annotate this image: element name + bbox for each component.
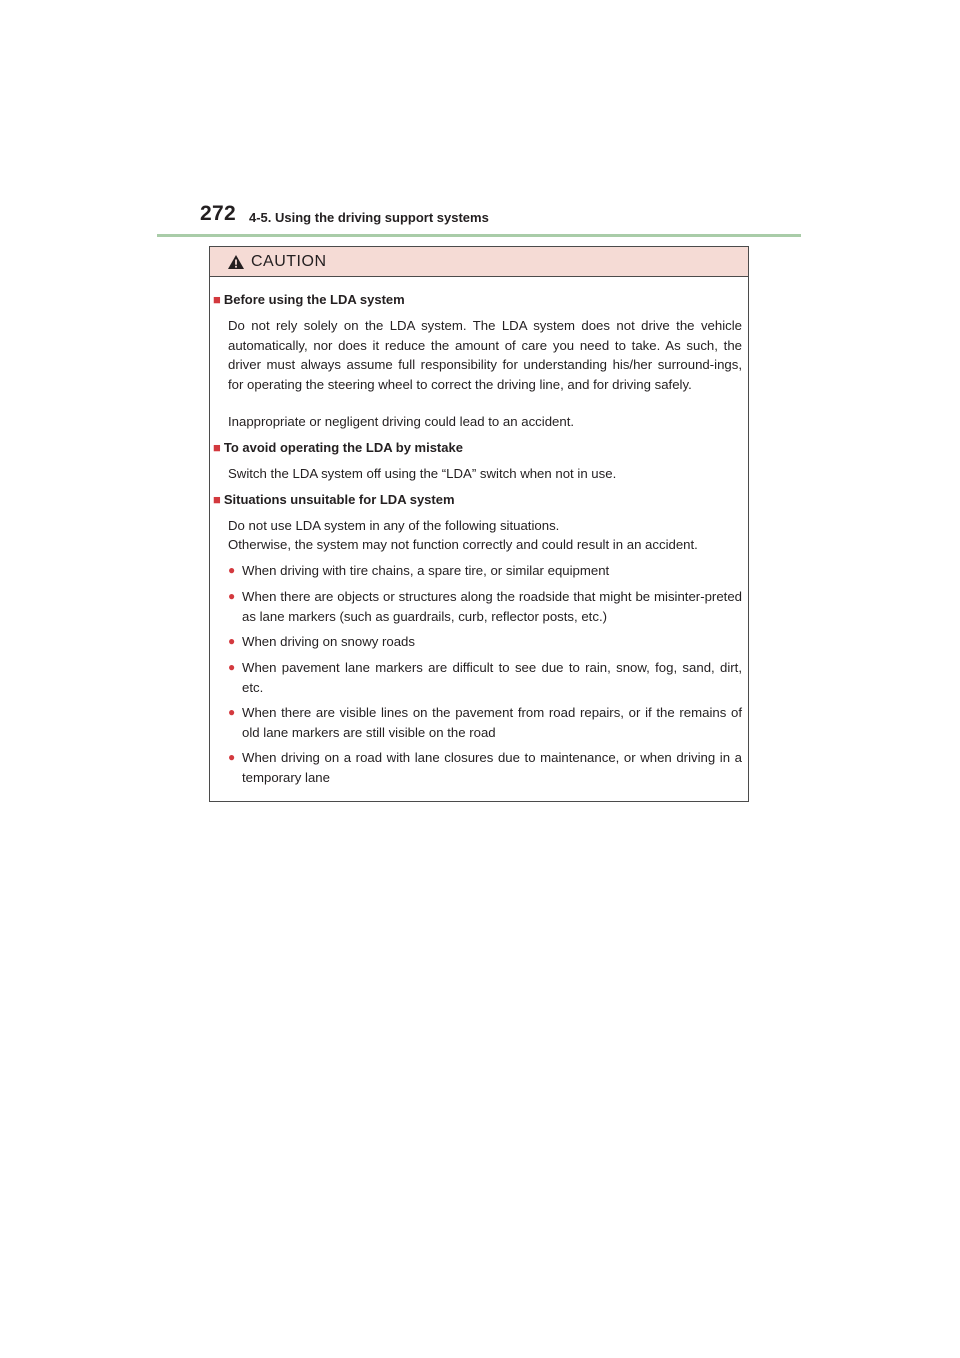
- circle-bullet-icon: ●: [228, 750, 236, 764]
- caution-box: [209, 246, 749, 802]
- circle-bullet-icon: ●: [228, 563, 236, 577]
- section-title: 4-5. Using the driving support systems: [249, 210, 489, 225]
- caution-title: CAUTION: [251, 252, 327, 270]
- list-item: ● When there are objects or structures along the roadside that might be misinter-preted as lane markers (such as guardrails, curb, reflector posts, etc.): [228, 589, 742, 624]
- list-item: ● When there are visible lines on the pavement from road repairs, or if the remains of old lane markers are still visible on the road: [228, 705, 742, 740]
- paragraph: Inappropriate or negligent driving could lead to an accident.: [228, 414, 575, 429]
- square-bullet-icon: ■: [213, 440, 221, 455]
- square-bullet-icon: ■: [213, 292, 221, 307]
- list-item: ● When driving on a road with lane closures due to maintenance, or when driving in a temporary lane: [228, 750, 742, 785]
- circle-bullet-icon: ●: [228, 589, 236, 603]
- paragraph: Otherwise, the system may not function correctly and could result in an accident.: [228, 537, 698, 552]
- page-number: 272: [200, 202, 236, 225]
- circle-bullet-icon: ●: [228, 634, 236, 648]
- square-bullet-icon: ■: [213, 492, 221, 507]
- section-heading-avoid-mistake: ■ To avoid operating the LDA by mistake: [213, 440, 463, 455]
- circle-bullet-icon: ●: [228, 705, 236, 719]
- paragraph: Do not rely solely on the LDA system. The LDA system does not drive the vehicle automatically, nor does it reduce the amount of care you need to take. As such, the driver must always assume full responsibility for understanding his/her surround-ings, for operating the steering wheel to correct the driving line, and for driving safely.: [228, 318, 742, 392]
- page-header: [157, 200, 801, 237]
- list-item: ● When driving on snowy roads: [228, 632, 742, 652]
- circle-bullet-icon: ●: [228, 660, 236, 674]
- paragraph: Switch the LDA system off using the “LDA” switch when not in use.: [228, 466, 617, 481]
- section-heading-unsuitable: ■ Situations unsuitable for LDA system: [213, 492, 455, 507]
- list-item: ● When driving with tire chains, a spare tire, or similar equipment: [228, 561, 742, 581]
- caution-header: [210, 247, 748, 277]
- paragraph: Do not use LDA system in any of the following situations.: [228, 518, 560, 533]
- section-heading-before-using: ■ Before using the LDA system: [213, 292, 405, 307]
- list-item: ● When pavement lane markers are difficult to see due to rain, snow, fog, sand, dirt, etc.: [228, 660, 742, 695]
- warning-triangle-icon: [227, 254, 245, 270]
